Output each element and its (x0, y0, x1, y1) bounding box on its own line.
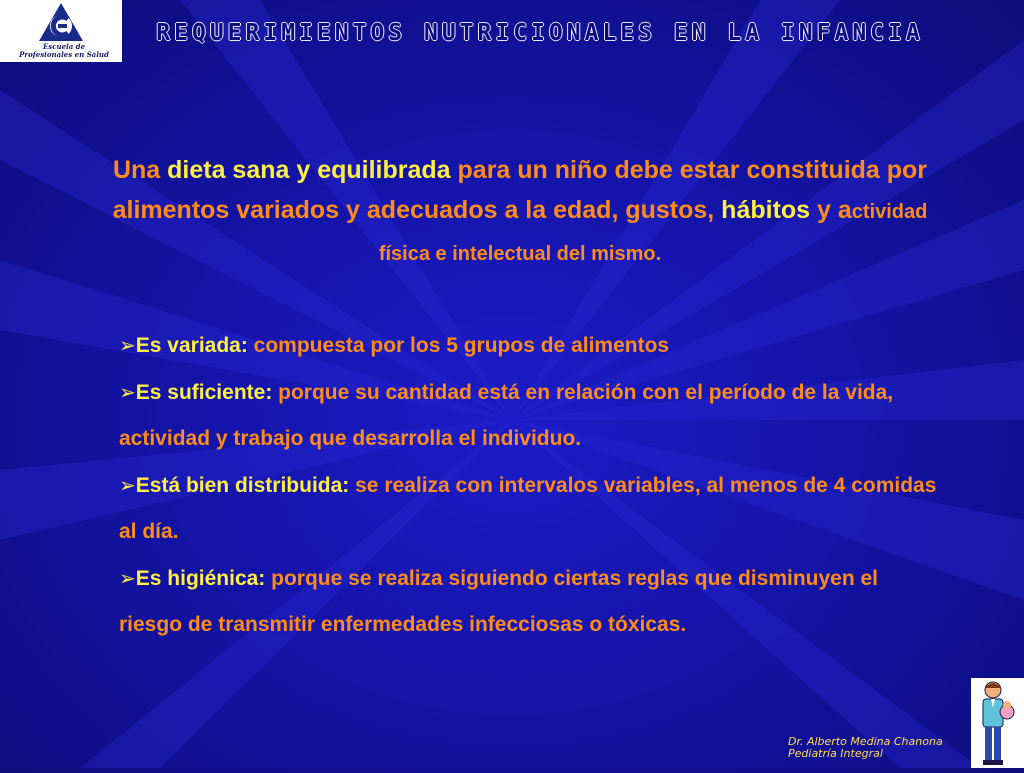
doctor-illustration (971, 678, 1024, 768)
arrow-bullet-icon: ➢ (119, 566, 136, 590)
list-item (119, 369, 939, 462)
intro-part-5: y a (810, 196, 852, 224)
list-item (119, 462, 939, 555)
logo-line-1: Escuela de (42, 42, 86, 51)
intro-highlight-habits: hábitos (721, 196, 811, 224)
logo-text (8, 43, 120, 59)
bullet-term: Está bien distribuida: (135, 474, 350, 497)
doctor-holding-baby-icon (971, 678, 1024, 768)
bullet-text: porque su cantidad está en relación con el período de la vida, actividad y trabajo que desarrolla el individuo. (119, 381, 894, 450)
arrow-bullet-icon: ➢ (119, 380, 136, 404)
intro-part-1: Una (112, 156, 168, 184)
arrow-bullet-icon: ➢ (119, 333, 136, 357)
bullet-text: compuesta por los 5 grupos de alimentos (247, 334, 670, 357)
author-credit (788, 736, 943, 760)
list-item (119, 322, 939, 369)
intro-part-6: ctividad física e intelectual del mismo. (378, 201, 928, 265)
school-logo (0, 0, 122, 62)
logo-emblem-icon (38, 2, 84, 42)
author-name: Dr. Alberto Medina Chanona (788, 735, 943, 748)
logo-line-2: Profesionales en Salud (19, 50, 109, 59)
bullet-text: se realiza con intervalos variables, al menos de 4 comidas al día. (119, 474, 937, 543)
characteristics-list (119, 322, 939, 648)
bullet-text: porque se realiza siguiendo ciertas reglas que disminuyen el riesgo de transmitir enfermedades infecciosas o tóxicas. (119, 567, 879, 636)
intro-part-3: para un niño debe estar constituida por alimentos variados y adecuados a la edad, gustos, (112, 156, 928, 224)
list-item (119, 555, 939, 648)
bullet-term: Es suficiente: (135, 381, 273, 404)
slide-title: REQUERIMIENTOS NUTRICIONALES EN LA INFANCIA (156, 20, 924, 46)
intro-paragraph (110, 150, 930, 274)
arrow-bullet-icon: ➢ (119, 473, 136, 497)
bullet-term: Es variada: (135, 334, 248, 357)
intro-highlight-diet: dieta sana y equilibrada (167, 156, 451, 184)
author-department: Pediatría Integral (788, 747, 883, 760)
bullet-term: Es higiénica: (135, 567, 266, 590)
